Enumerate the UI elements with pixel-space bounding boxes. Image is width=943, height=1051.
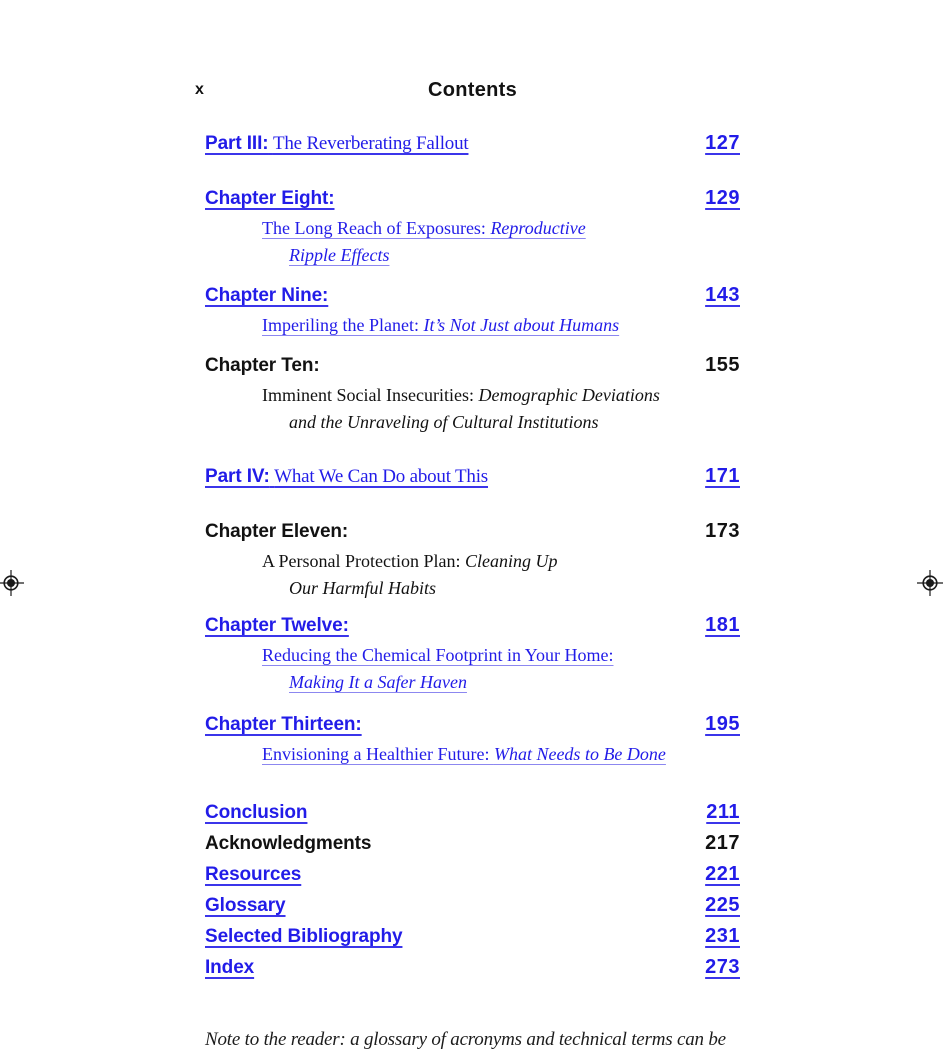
chapter-subtitle xyxy=(205,312,740,339)
registration-mark-left xyxy=(0,570,24,596)
chapter-subtitle-text[interactable]: The Long Reach of Exposures: Reproductive xyxy=(262,218,586,238)
backmatter-title-link[interactable] xyxy=(205,957,254,980)
chapter-subtitle-text[interactable]: Making It a Safer Haven xyxy=(289,672,467,692)
page-number: 173 xyxy=(705,520,740,542)
chapter-subtitle-text[interactable]: Imperiling the Planet: It’s Not Just about Humans xyxy=(262,315,620,335)
toc-entry-conclusion xyxy=(205,801,740,825)
chapter-subtitle xyxy=(205,741,740,768)
entry-label: Chapter Eight: xyxy=(205,188,335,209)
page-number: 155 xyxy=(705,354,740,376)
entry-label: Chapter Nine: xyxy=(205,285,329,306)
page-number[interactable]: 143 xyxy=(705,284,740,306)
page-number[interactable]: 129 xyxy=(705,187,740,209)
chapter-title-link[interactable] xyxy=(205,615,349,638)
entry-label: Resources xyxy=(205,864,302,885)
toc-entry-chapter-nine xyxy=(205,284,740,339)
toc-list xyxy=(205,132,740,980)
backmatter-title-link xyxy=(205,833,371,856)
toc-entry-chapter-eight xyxy=(205,187,740,269)
chapter-title-link[interactable] xyxy=(205,188,335,211)
toc-entry-part-iii xyxy=(205,132,740,156)
page-number[interactable]: 225 xyxy=(705,894,740,916)
toc-entry-head xyxy=(205,713,740,737)
toc-entry-chapter-ten xyxy=(205,354,740,436)
entry-label: Conclusion xyxy=(205,802,308,823)
toc-entry-head xyxy=(205,132,740,156)
chapter-subtitle-line xyxy=(205,242,740,269)
toc-entry-resources xyxy=(205,863,740,887)
chapter-subtitle xyxy=(205,548,740,602)
page-number[interactable]: 181 xyxy=(705,614,740,636)
part-title-link[interactable] xyxy=(205,466,488,489)
page-number[interactable]: 221 xyxy=(705,863,740,885)
chapter-subtitle-line xyxy=(205,409,740,436)
toc-entry-head xyxy=(205,956,740,980)
chapter-title-link[interactable] xyxy=(205,714,362,737)
page-title: Contents xyxy=(427,79,518,101)
part-title-link[interactable] xyxy=(205,133,468,156)
toc-entry-head xyxy=(205,801,740,825)
chapter-subtitle-text: Imminent Social Insecurities: Demographic Deviations xyxy=(262,385,660,405)
chapter-subtitle-text[interactable]: Envisioning a Healthier Future: What Needs to Be Done xyxy=(262,744,666,764)
registration-mark-right xyxy=(917,570,943,596)
backmatter-title-link[interactable] xyxy=(205,864,301,887)
chapter-subtitle-line xyxy=(205,642,740,669)
chapter-subtitle-text: and the Unraveling of Cultural Institutions xyxy=(289,412,599,432)
toc-entry-head xyxy=(205,465,740,489)
toc-entry-acknowledgments xyxy=(205,832,740,856)
toc-entry-chapter-eleven xyxy=(205,520,740,602)
reader-note: Note to the reader: a glossary of acronyms and technical terms can be xyxy=(205,1029,726,1050)
page-number[interactable]: 273 xyxy=(705,956,740,978)
entry-label: Glossary xyxy=(205,895,286,916)
chapter-subtitle-line xyxy=(205,382,740,409)
backmatter-title-link[interactable] xyxy=(205,895,286,918)
chapter-title-link xyxy=(205,521,348,544)
page-number: 217 xyxy=(705,832,740,854)
toc-entry-head xyxy=(205,832,740,856)
entry-label: Chapter Ten: xyxy=(205,355,320,376)
entry-label: Part IV: xyxy=(205,466,270,487)
chapter-subtitle-line xyxy=(205,548,740,575)
entry-label: Chapter Thirteen: xyxy=(205,714,362,735)
toc-entry-head xyxy=(205,925,740,949)
chapter-subtitle-text[interactable]: Reducing the Chemical Footprint in Your Home: xyxy=(262,645,614,665)
chapter-subtitle-line xyxy=(205,215,740,242)
folio-page-number: x xyxy=(195,81,205,98)
toc-entry-selected-bibliography xyxy=(205,925,740,949)
chapter-subtitle-text[interactable]: Ripple Effects xyxy=(289,245,390,265)
page-number[interactable]: 231 xyxy=(705,925,740,947)
entry-label: Chapter Eleven: xyxy=(205,521,349,542)
toc-entry-index xyxy=(205,956,740,980)
page-number[interactable]: 127 xyxy=(705,132,740,154)
chapter-subtitle-line xyxy=(205,312,740,339)
toc-entry-part-iv xyxy=(205,465,740,489)
part-serif-title: The Reverberating Fallout xyxy=(272,133,469,154)
toc-entry-head xyxy=(205,284,740,308)
backmatter-title-link[interactable] xyxy=(205,926,402,949)
toc-entry-head xyxy=(205,520,740,544)
toc-entry-head xyxy=(205,863,740,887)
chapter-subtitle-line xyxy=(205,741,740,768)
chapter-subtitle-text: A Personal Protection Plan: Cleaning Up xyxy=(262,551,558,571)
page-number[interactable]: 211 xyxy=(706,801,740,823)
chapter-subtitle-line xyxy=(205,669,740,696)
backmatter-title-link[interactable] xyxy=(205,802,307,825)
chapter-subtitle xyxy=(205,215,740,269)
entry-label: Acknowledgments xyxy=(205,833,372,854)
page-number[interactable]: 171 xyxy=(705,465,740,487)
page-header xyxy=(195,79,740,101)
part-serif-title: What We Can Do about This xyxy=(274,466,488,487)
toc-entry-chapter-twelve xyxy=(205,614,740,696)
entry-label: Index xyxy=(205,957,255,978)
toc-entry-glossary xyxy=(205,894,740,918)
chapter-title-link[interactable] xyxy=(205,285,328,308)
chapter-subtitle xyxy=(205,382,740,436)
chapter-subtitle-text: Our Harmful Habits xyxy=(289,578,437,598)
entry-label: Part III: xyxy=(205,133,269,154)
toc-entry-head xyxy=(205,187,740,211)
page-number[interactable]: 195 xyxy=(705,713,740,735)
entry-label: Selected Bibliography xyxy=(205,926,403,947)
toc-entry-head xyxy=(205,614,740,638)
toc-entry-head xyxy=(205,894,740,918)
chapter-title-link xyxy=(205,355,320,378)
toc-entry-chapter-thirteen xyxy=(205,713,740,768)
toc-entry-head xyxy=(205,354,740,378)
chapter-subtitle xyxy=(205,642,740,696)
chapter-subtitle-line xyxy=(205,575,740,602)
entry-label: Chapter Twelve: xyxy=(205,615,349,636)
